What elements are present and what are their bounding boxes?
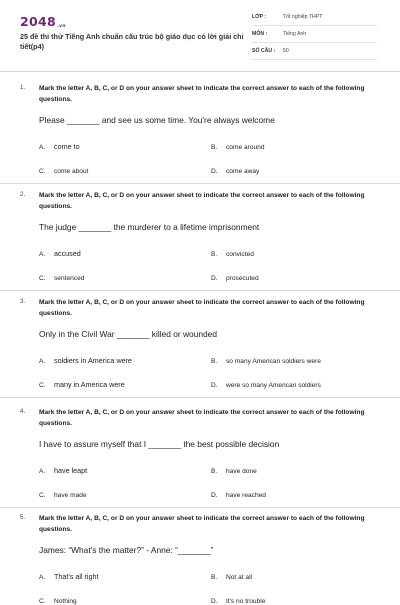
document-title: 25 đề thi thử Tiếng Anh chuẩn cấu trúc bộ giáo dục có lời giải chi tiết(p4) [20, 32, 244, 51]
question-instruction: Mark the letter A, B, C, or D on your answer sheet to indicate the correct answer to each of the following questions. [39, 192, 365, 210]
option-text: That's all right [54, 572, 99, 581]
question-number: 4. [20, 408, 26, 415]
option-c[interactable] [39, 380, 125, 389]
option-text: so many American soldiers were [226, 358, 321, 365]
question-stem: Only in the Civil War _______ killed or wounded [39, 329, 217, 339]
question-divider [0, 397, 400, 398]
option-text: convicted [226, 251, 254, 258]
option-c[interactable] [39, 596, 77, 605]
option-letter: D. [211, 598, 218, 605]
meta-label: LỚP : [252, 14, 267, 20]
option-letter: B. [211, 574, 218, 581]
option-text: have made [54, 492, 87, 499]
option-a[interactable] [39, 572, 99, 581]
option-text: have reached [226, 492, 266, 499]
option-letter: C. [39, 492, 46, 499]
option-b[interactable] [211, 356, 321, 365]
question-instruction: Mark the letter A, B, C, or D on your answer sheet to indicate the correct answer to each of the following questions. [39, 85, 365, 103]
question-divider [0, 507, 400, 508]
option-text: It's no trouble [226, 598, 266, 605]
option-text: have leapt [54, 466, 88, 475]
option-a[interactable] [39, 356, 132, 365]
option-text: Not at all [226, 574, 253, 581]
question-divider [0, 290, 400, 291]
question-number: 5. [20, 514, 26, 521]
option-text: prosecuted [226, 275, 259, 282]
option-letter: A. [39, 144, 46, 151]
question-stem: Please _______ and see us some time. You're always welcome [39, 115, 275, 125]
question-instruction: Mark the letter A, B, C, or D on your answer sheet to indicate the correct answer to each of the following questions. [39, 409, 365, 427]
option-letter: C. [39, 598, 46, 605]
option-d[interactable] [211, 380, 321, 389]
option-b[interactable] [211, 249, 254, 258]
option-letter: D. [211, 168, 218, 175]
option-text: come about [54, 168, 89, 175]
option-letter: B. [211, 251, 218, 258]
option-text: come to [54, 142, 80, 151]
logo-text: 2048 [20, 14, 56, 29]
option-text: accused [54, 249, 81, 258]
option-b[interactable] [211, 572, 252, 581]
option-d[interactable] [211, 273, 259, 282]
meta-label: MÔN : [252, 31, 268, 37]
option-text: soldiers in America were [54, 356, 132, 365]
question-number: 3. [20, 298, 26, 305]
question-divider [0, 183, 400, 184]
question-number: 2. [20, 191, 26, 198]
option-a[interactable] [39, 249, 81, 258]
option-letter: C. [39, 168, 46, 175]
option-letter: A. [39, 574, 46, 581]
question-stem: James: “What's the matter?” - Anne: “_______” [39, 545, 214, 555]
option-d[interactable] [211, 596, 265, 605]
option-text: have done [226, 468, 257, 475]
question-stem: The judge _______ the murderer to a lifetime imprisonment [39, 222, 260, 232]
meta-row-class [252, 11, 377, 26]
option-c[interactable] [39, 166, 88, 175]
option-letter: B. [211, 144, 218, 151]
option-d[interactable] [211, 166, 259, 175]
option-text: come around [226, 144, 265, 151]
meta-row-question-count [252, 45, 377, 60]
option-c[interactable] [39, 490, 87, 499]
logo-suffix: .vn [57, 24, 66, 29]
option-letter: C. [39, 382, 46, 389]
meta-value: Tốt nghiệp THPT [283, 14, 323, 20]
option-letter: B. [211, 468, 218, 475]
option-text: were so many American soldiers [226, 382, 321, 389]
question-instruction: Mark the letter A, B, C, or D on your answer sheet to indicate the correct answer to each of the following questions. [39, 515, 365, 533]
option-d[interactable] [211, 490, 266, 499]
question-stem: I have to assure myself that I _______ the best possible decision [39, 439, 280, 449]
option-text: many in America were [54, 380, 125, 389]
site-logo[interactable] [20, 14, 66, 29]
option-b[interactable] [211, 142, 265, 151]
option-letter: C. [39, 275, 46, 282]
question-instruction: Mark the letter A, B, C, or D on your answer sheet to indicate the correct answer to each of the following questions. [39, 299, 365, 317]
option-letter: A. [39, 358, 46, 365]
option-text: Nothing [54, 598, 77, 605]
option-letter: D. [211, 382, 218, 389]
option-letter: A. [39, 251, 46, 258]
option-text: sentenced [54, 275, 85, 282]
question-number: 1. [20, 84, 26, 91]
option-b[interactable] [211, 466, 257, 475]
option-letter: B. [211, 358, 218, 365]
meta-value: Tiếng Anh [283, 31, 307, 37]
option-letter: D. [211, 492, 218, 499]
option-letter: D. [211, 275, 218, 282]
meta-value: 50 [283, 48, 289, 54]
meta-label: SỐ CÂU : [252, 48, 276, 54]
option-c[interactable] [39, 273, 84, 282]
page-header [0, 0, 400, 72]
meta-row-subject [252, 28, 377, 43]
option-text: come away [226, 168, 260, 175]
option-letter: A. [39, 468, 46, 475]
option-a[interactable] [39, 466, 87, 475]
option-a[interactable] [39, 142, 80, 151]
